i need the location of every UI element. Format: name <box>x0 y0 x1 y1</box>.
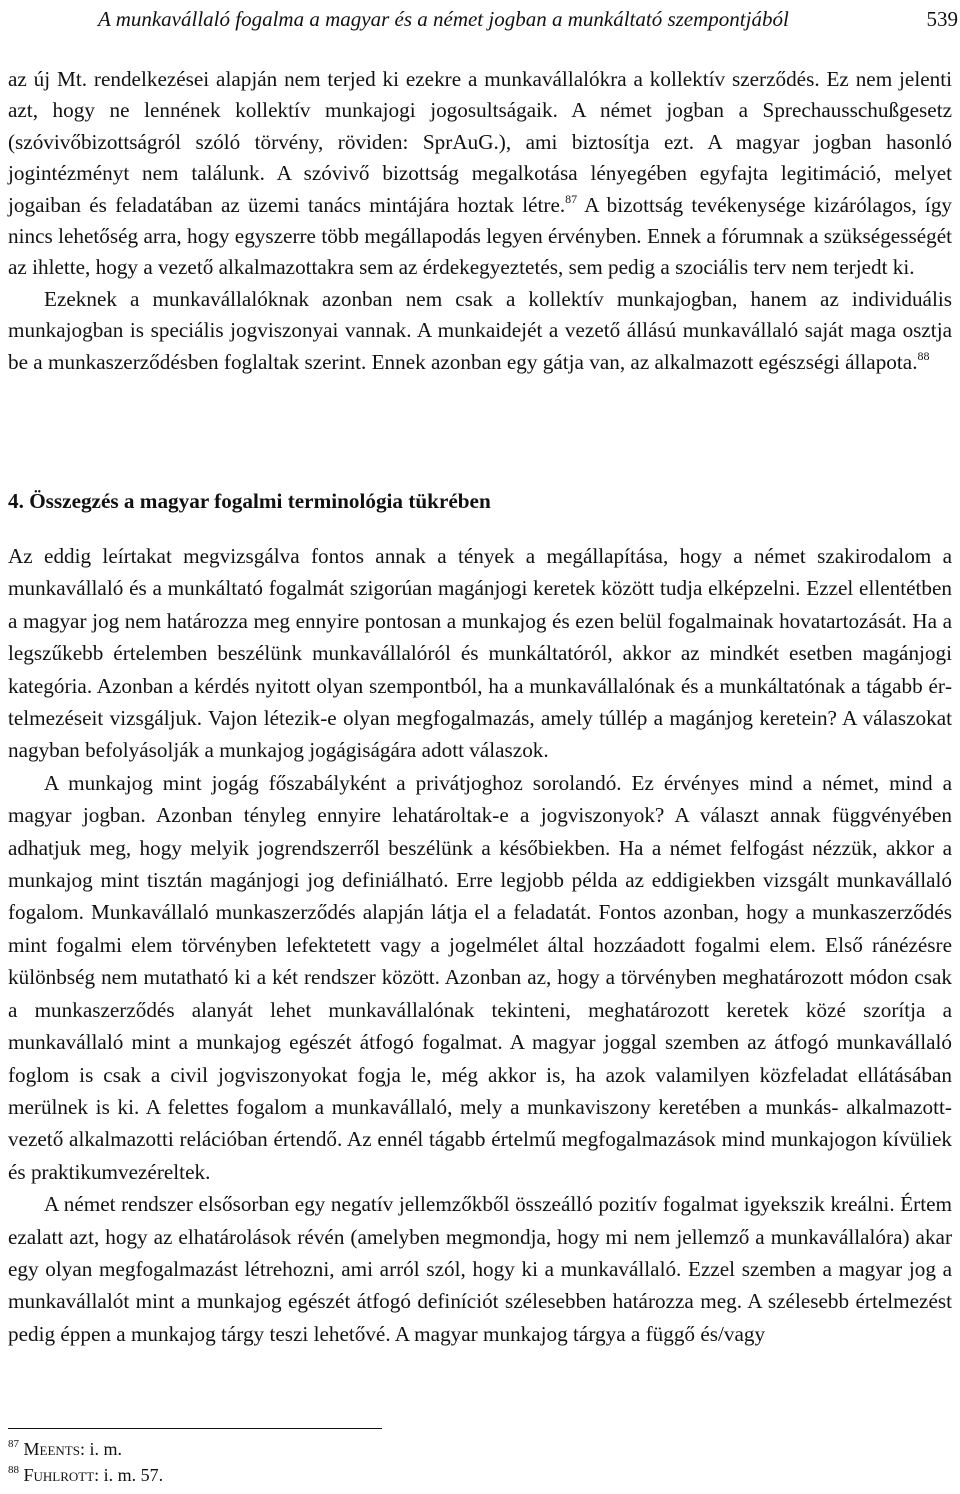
footnote-87: $^{87}$ Meents: i. m. <box>8 1438 122 1459</box>
footnote-88: $^{88}$ Fuhlrott: i. m. 57. <box>8 1464 164 1485</box>
running-title: A munkavállaló fogalma a magyar és a német jogban a munkáltató szempontjából <box>98 7 789 31</box>
footnote-ref-88[interactable]: 88 <box>917 348 930 363</box>
section-body-2 <box>8 540 952 1350</box>
footnotes <box>8 1436 163 1488</box>
paragraph: az új Mt. rendelkezései alapján nem terjed ki ezekre a munkavállalókra a kollektív szerződés. Ez nem jelenti azt, hogy ne lennének kollektív munkajogi jogosultságaik. A német jogban a Sprechausschußgesetz (szóvivőbizottságról szóló törvény, röviden: SprAuG.), ami biztosítja ezt. A magyar jogban hasonló jogintézményt nem találunk. A szóvivő bizottság megalkotása lényegében egyfajta legitimáció, melyet jogaiban és feladatában az üzemi tanács mintájára hoztak létre.$^{87}$ A bizottság tevékenysége kizárólagos, így nincs lehetőség arra, hogy egyszerre több megállapodás legyen érvényben. Ennek a fórumnak a szükségességét az ihlette, hogy a vezető alkalmazottakra sem az érdekegyeztetés, sem pedig a szociális terv nem terjedt ki. <box>8 67 953 280</box>
paragraph: A német rendszer elsősorban egy negatív jellemzőkből összeálló pozitív fogalmat igyekszik kreálni. Értem ezalatt azt, hogy az elhatárolások révén (amelyben megmondja, hogy mi nem jellemző a munkavállalóra) akar egy olyan megfogalmazást létrehozni, ami arról szól, hogy ki a munkavállaló. Ezzel szemben a magyar jog a munkavállalót mint a munkajog egészét átfogó definíciót szélesebben határozza meg. A szélesebb értelmezést pedig éppen a munkajog tárgy teszi lehetővé. A magyar munkajog tárgya a függő és/vagy <box>8 1192 952 1346</box>
page-number: 539 <box>926 7 958 31</box>
paragraph: A munkajog mint jogág főszabályként a privátjoghoz sorolandó. Ez érvényes mind a német, mind a magyar jogban. Azonban tényleg ennyire lehatároltak-e a jogviszonyok? A választ annak függvényében adhatjuk meg, hogy melyik jogrendszerről beszélünk a későbiekben. Ha a német felfogást nézzük, akkor a munkajog mint tisztán magánjogi jog definiálható. Erre legjobb példa az eddigiekben vizsgált munkavállaló fogalom. Munkavállaló munkaszerződés alapján látja el a feladatát. Fontos azonban, hogy a munkaszerződés mint fogalmi elem törvényben lefektetett vagy a jogelmélet által hozzáadott fogalmi elem. Első ránézésre különbség nem mutatható ki a két rendszer között. Azonban az, hogy a törvényben meghatározott módon csak a munkaszerződés alanyát lehet munkavállalónak tekinteni, meghatározott keretek közé szorítja a munkavállaló mint a munkajog egészét átfogó fogalmat. A magyar joggal szemben az átfogó munkavállaló foglom is csak a civil jogviszonyokat fogja le, még akkor is, ha azok valamilyen közfeladat ellátásában merülnek is ki. A felettes fogalom a munkavállaló, mely a munkaviszony keretében a munkás- alkalmazott-vezető alkalmazotti relációban értendő. Az ennél tágabb értelmű megfogalmazások mind munkajogon kívüliek és praktikumvezéreltek. <box>8 770 952 1184</box>
paragraph: Ezeknek a munkavállalóknak azonban nem csak a kollektív munkajogban, hanem az individuális munkajogban is speciális jogviszonyai vannak. A munkaidejét a vezető állású munkavállaló saját maga osztja be a munkaszerződésben foglaltak szerint. Ennek azonban egy gátja van, az alkalmazott egészségi állapota.$^{88}$ <box>8 286 952 374</box>
paragraph: Az eddig leírtakat megvizsgálva fontos annak a tények a megállapítása, hogy a német szakirodalom a munkavállaló és a munkáltató fogalmát szigorúan magánjogi keretek között tudja elképzelni. Ezzel ellentétben a magyar jog nem határozza meg ennyire pontosan a munkajog és ezen belül fogalmainak hovatartozását. Ha a legszűkebb értelemben beszélünk munkavállalóról és munkáltatóról, akkor az mindkét esetben magánjogi kategória. Azonban a kérdés nyitott olyan szempontból, ha a munkavállalónak és a munkáltatónak a tágabb értelmezéseit vizsgáljuk. Vajon létezik-e olyan megfogalmazás, amely túllép a magánjog keretein? A válaszokat nagyban befolyásolják a munkajog jogágiságára adott válaszok. <box>8 544 952 763</box>
footnote-divider <box>8 1428 382 1429</box>
footnote-ref-87[interactable]: 87 <box>565 191 578 206</box>
section-heading: 4. Összegzés a magyar fogalmi terminológia tükrében <box>8 489 491 513</box>
section-body-1 <box>8 64 952 378</box>
